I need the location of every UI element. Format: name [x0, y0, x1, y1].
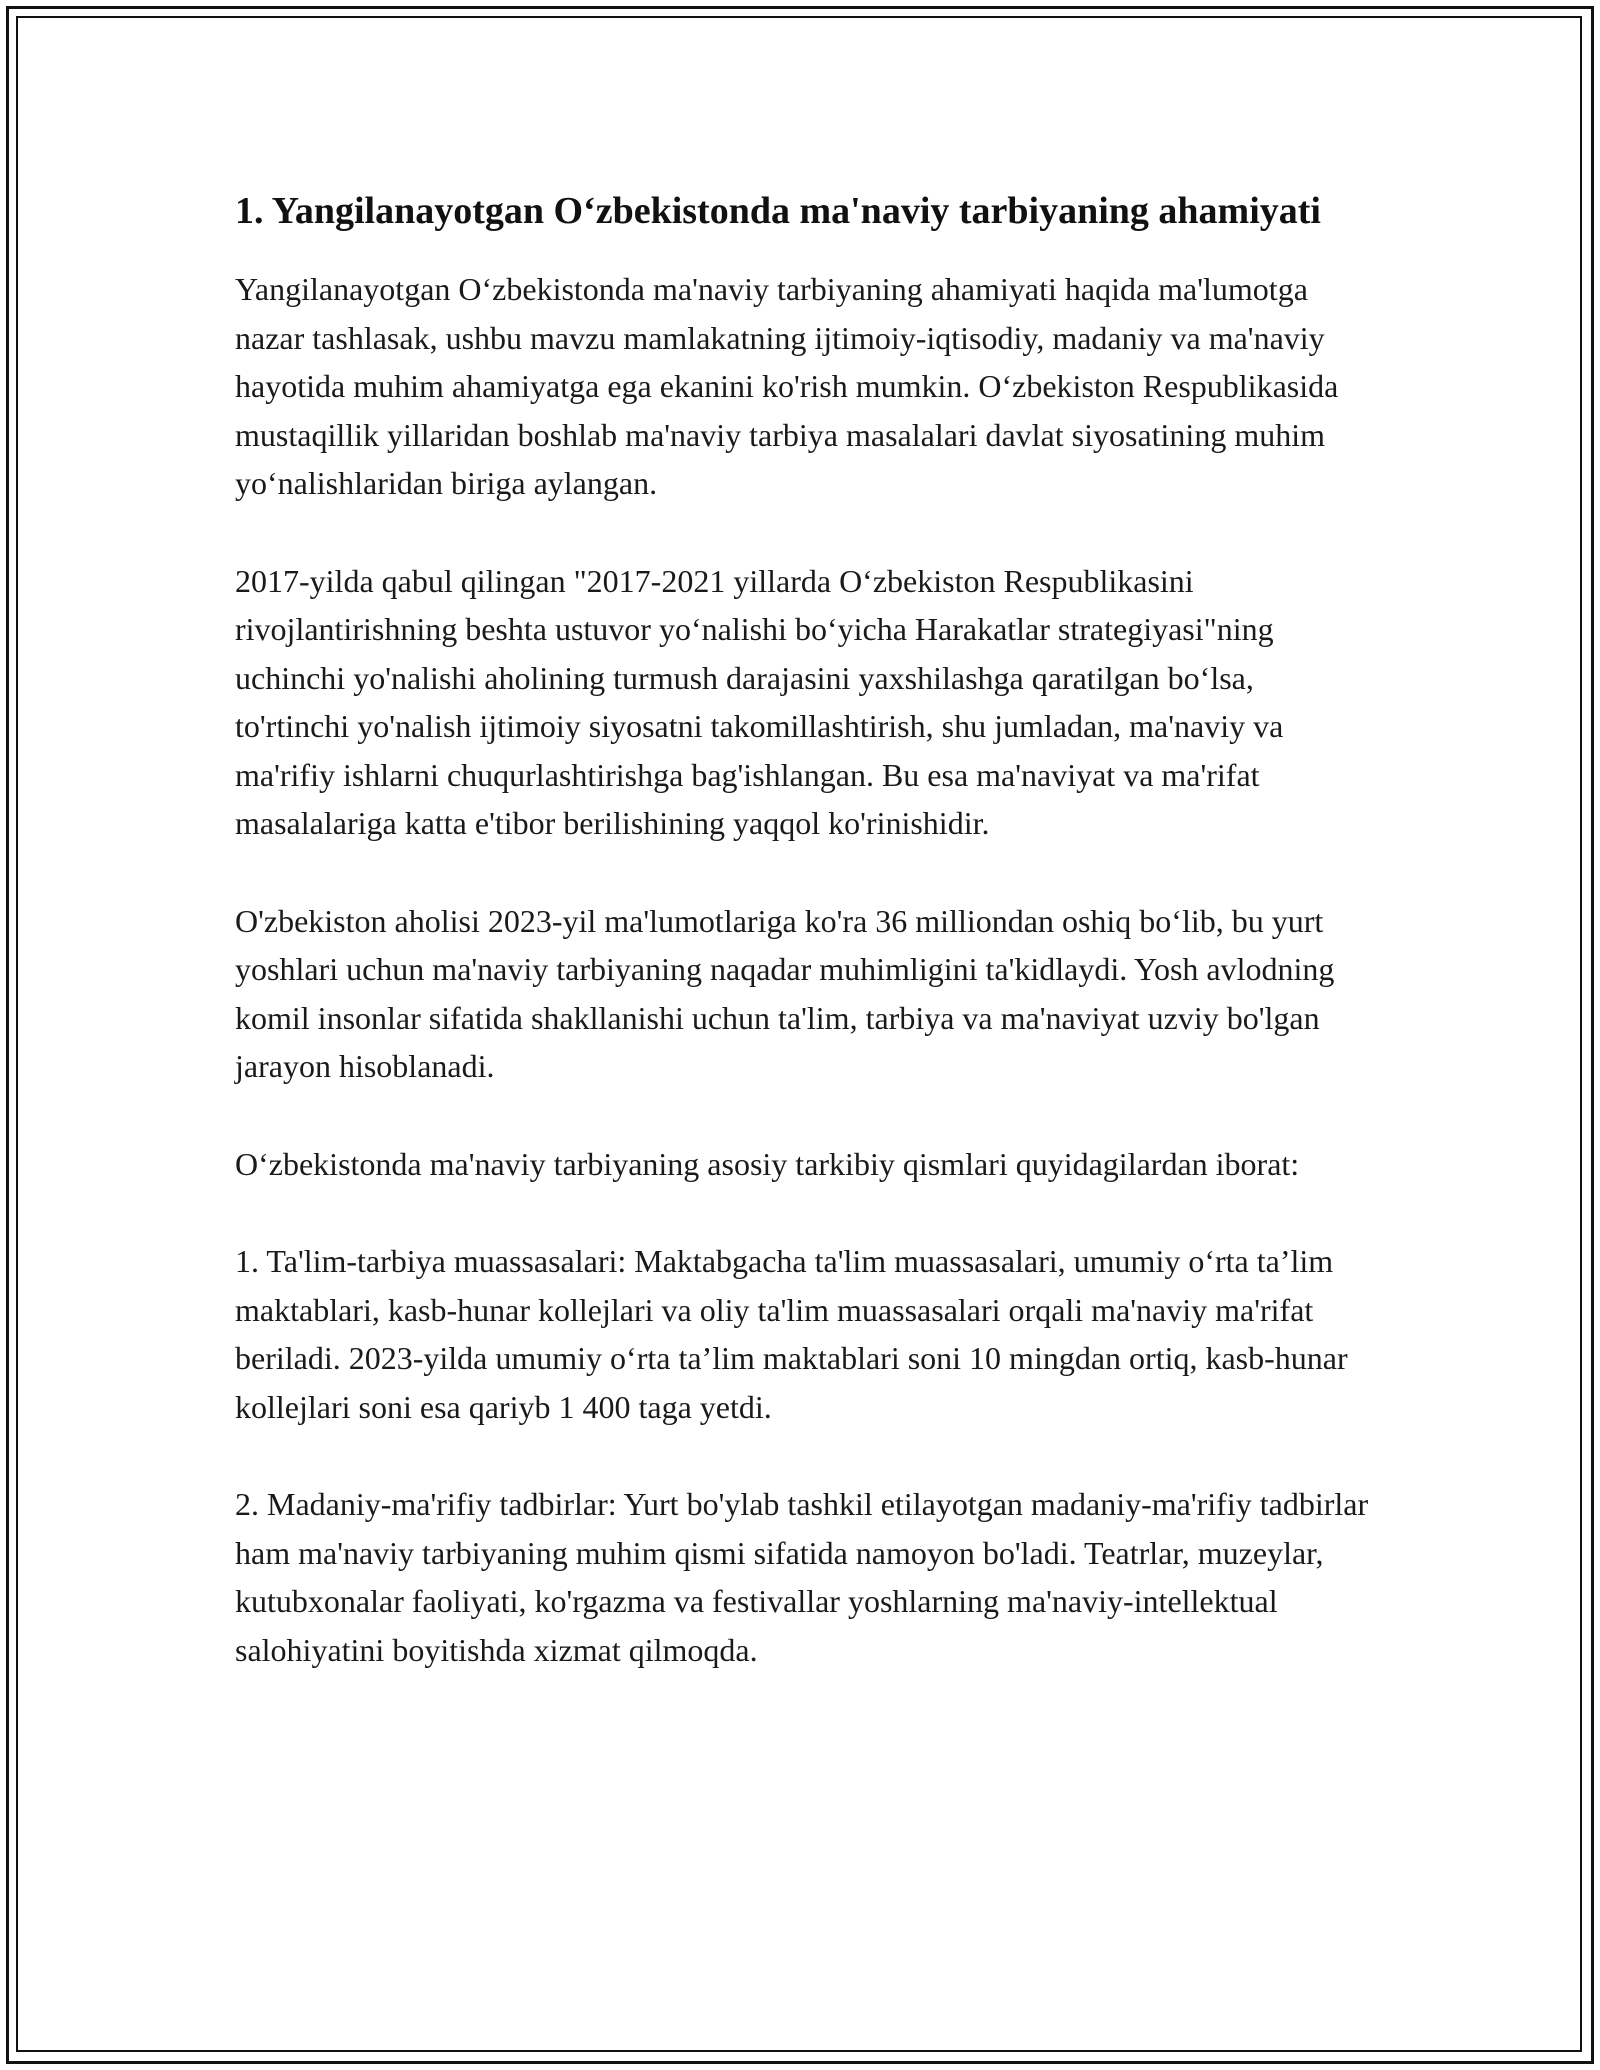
document-body [235, 183, 1375, 1674]
paragraph-education-institutions: 1. Ta'lim-tarbiya muassasalari: Maktabgacha ta'lim muassasalari, umumiy o‘rta ta’lim maktablari, kasb-hunar kollejlari va oliy ta'lim muassasalari orqali ma'naviy ma'rifat beriladi. 2023-yilda umumiy o‘rta ta’lim maktablari soni 10 mingdan ortiq, kasb-hunar kollejlari soni esa qariyb 1 400 taga yetdi. [235, 1243, 1348, 1425]
paragraph-population: O'zbekiston aholisi 2023-yil ma'lumotlariga ko'ra 36 milliondan oshiq bo‘lib, bu yurt yoshlari uchun ma'naviy tarbiyaning naqadar muhimligini ta'kidlaydi. Yosh avlodning komil insonlar sifatida shakllanishi uchun ta'lim, tarbiya va ma'naviyat uzviy bo'lgan jarayon hisoblanadi. [235, 902, 1335, 1084]
paragraph-components-intro: O‘zbekistonda ma'naviy tarbiyaning asosiy tarkibiy qismlari quyidagilardan iborat: [235, 1145, 1300, 1182]
section-heading: 1. Yangilanayotgan O‘zbekistonda ma'naviy tarbiyaning ahamiyati [235, 190, 1321, 232]
paragraph-intro: Yangilanayotgan O‘zbekistonda ma'naviy tarbiyaning ahamiyati haqida ma'lumotga nazar tashlasak, ushbu mavzu mamlakatning ijtimoiy-iqtisodiy, madaniy va ma'naviy hayotida muhim ahamiyatga ega ekanini ko'rish mumkin. O‘zbekiston Respublikasida mustaqillik yillaridan boshlab ma'naviy tarbiya masalalari davlat siyosatining muhim yo‘nalishlaridan biriga aylangan. [235, 271, 1339, 501]
paragraph-strategy: 2017-yilda qabul qilingan "2017-2021 yillarda O‘zbekiston Respublikasini rivojlantirishning beshta ustuvor yo‘nalishi bo‘yicha Harakatlar strategiyasi"ning uchinchi yo'nalishi aholining turmush darajasini yaxshilashga qaratilgan bo‘lsa, to'rtinchi yo'nalish ijtimoiy siyosatni takomillashtirish, shu jumladan, ma'naviy va ma'rifiy ishlarni chuqurlashtirishga bag'ishlangan. Bu esa ma'naviyat va ma'rifat masalalariga katta e'tibor berilishining yaqqol ko'rinishidir. [235, 562, 1284, 841]
paragraph-cultural-events: 2. Madaniy-ma'rifiy tadbirlar: Yurt bo'ylab tashkil etilayotgan madaniy-ma'rifiy tadbirlar ham ma'naviy tarbiyaning muhim qismi sifatida namoyon bo'ladi. Teatrlar, muzeylar, kutubxonalar faoliyati, ko'rgazma va festivallar yoshlarning ma'naviy-intellektual salohiyatini boyitishda xizmat qilmoqda. [235, 1486, 1369, 1668]
